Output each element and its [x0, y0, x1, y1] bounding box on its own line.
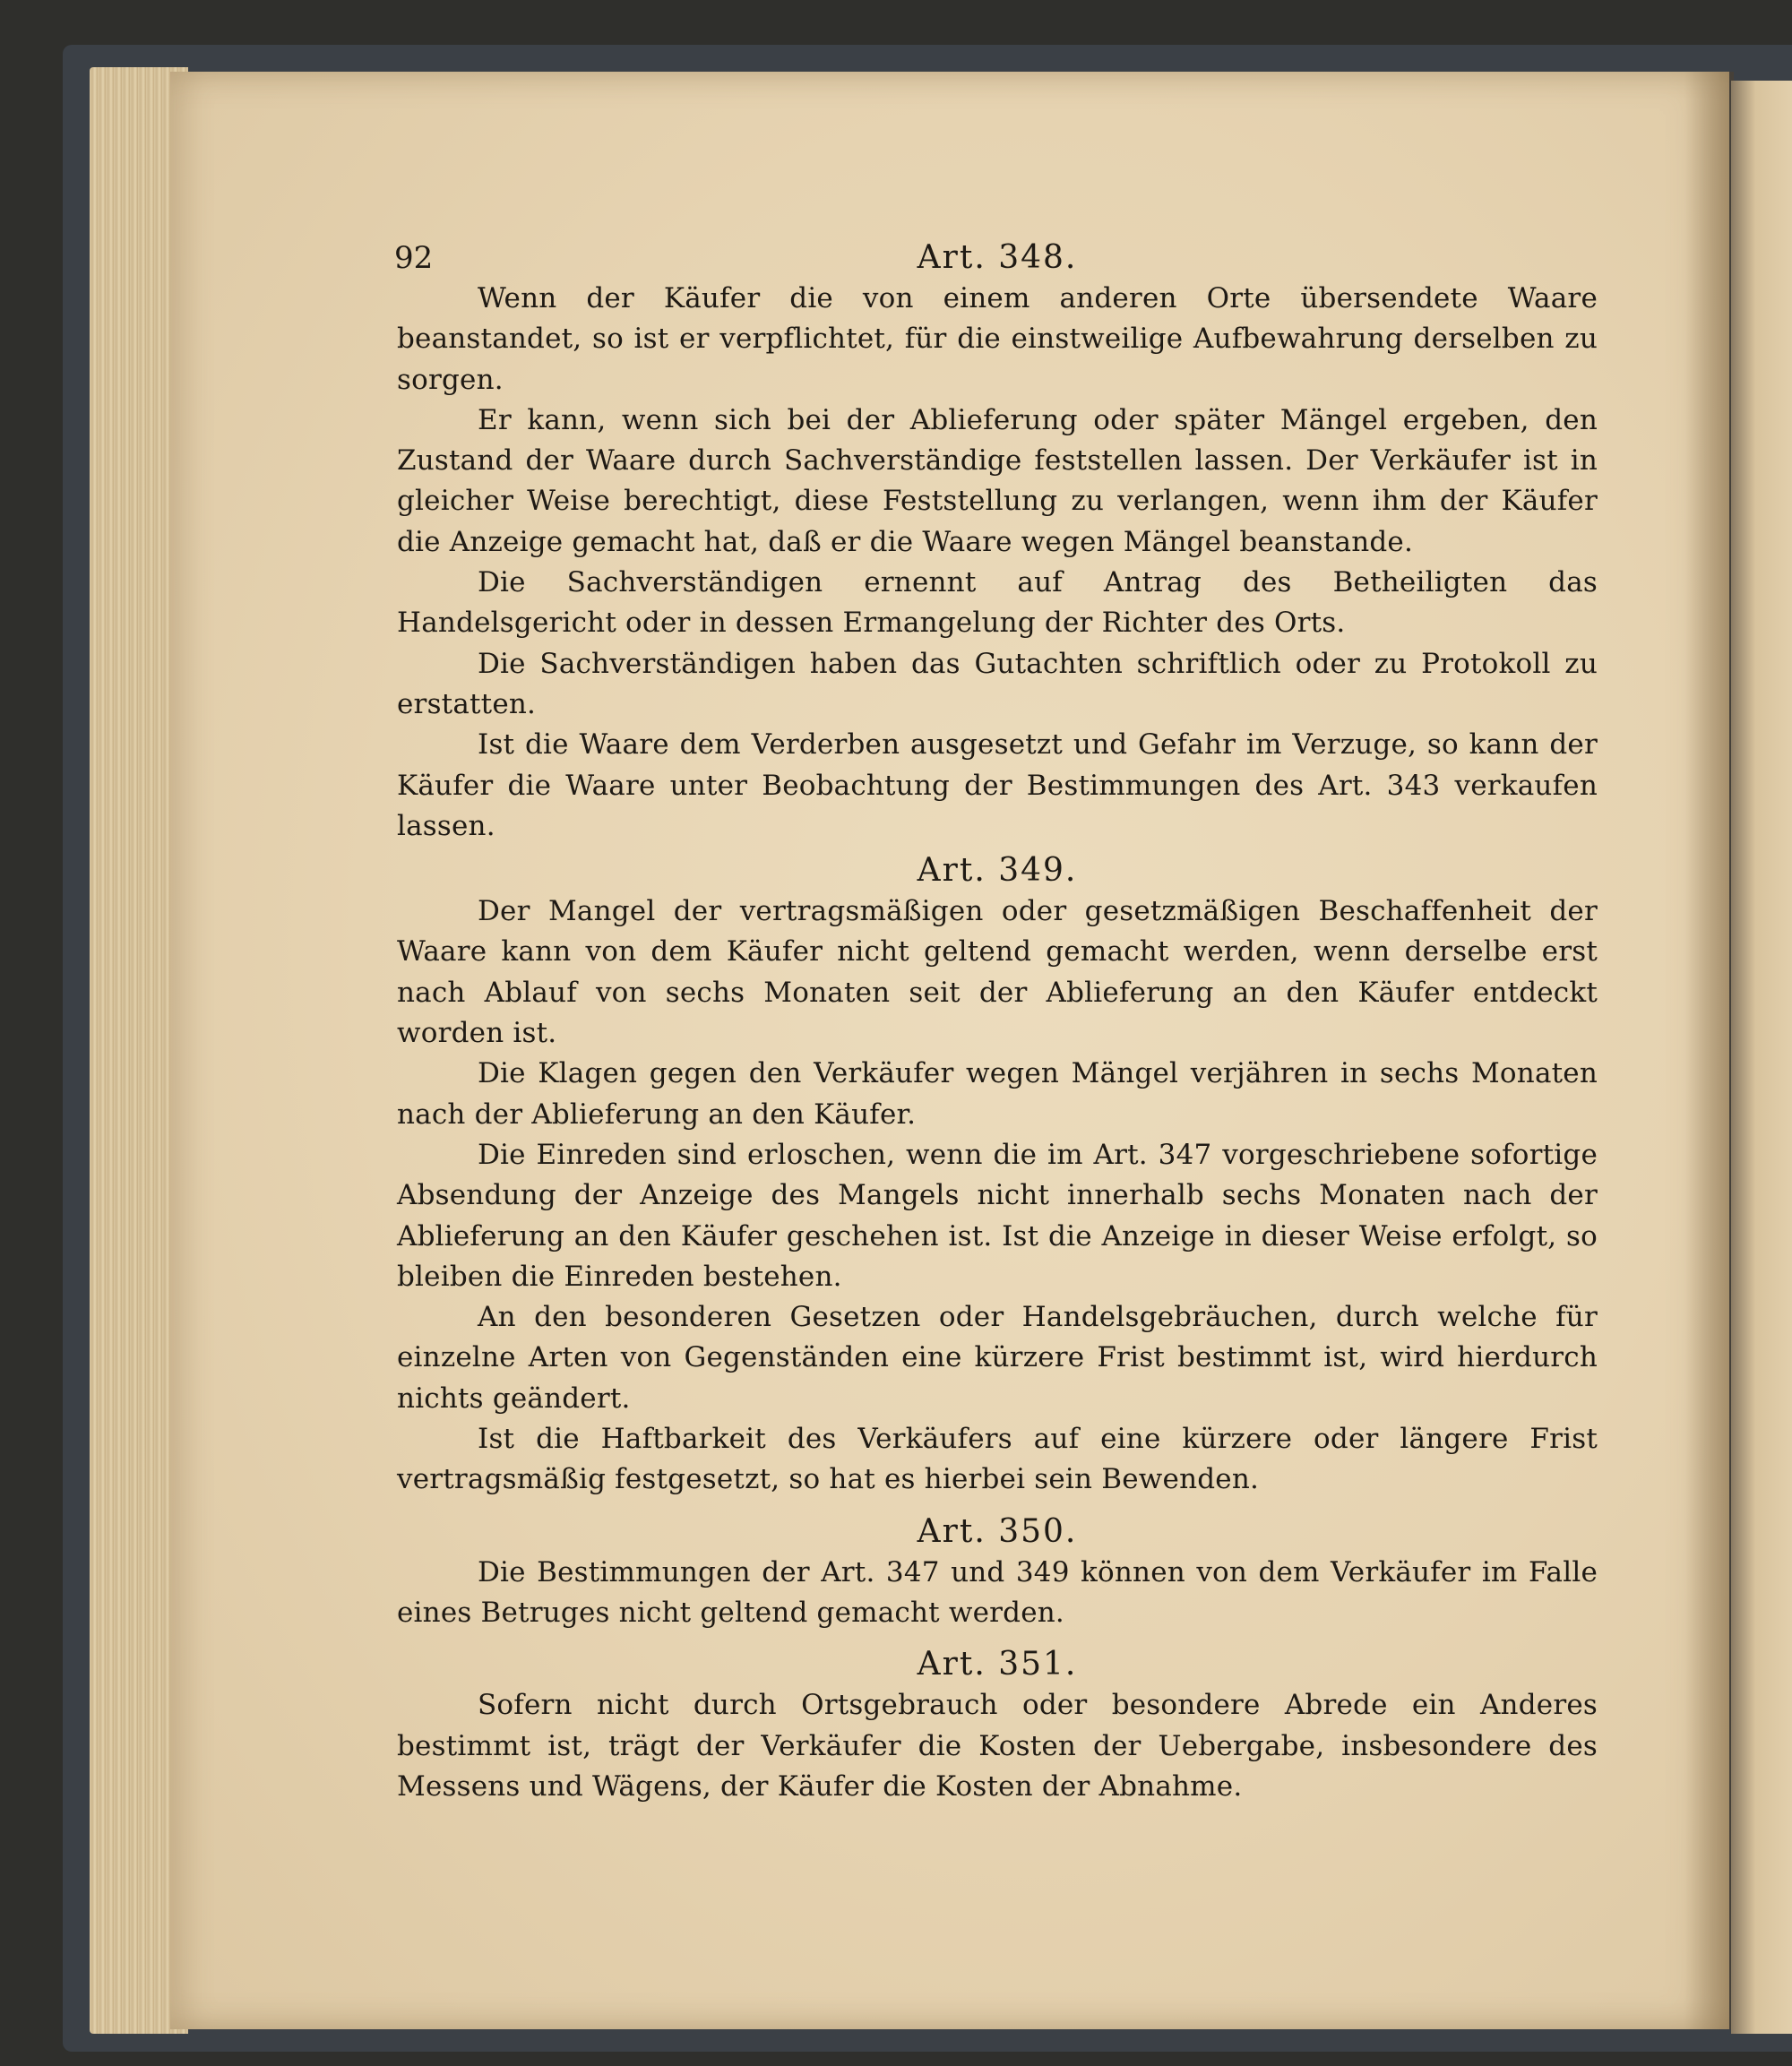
article-351 [397, 1644, 1598, 1807]
paragraph: Sofern nicht durch Ortsgebrauch oder besondere Abrede ein Anderes bestimmt ist, trägt der Verkäufer die Kosten der Uebergabe, insbesondere des Messens und Wägens, der Käufer die Kosten der Abnahme. [397, 1689, 1598, 1803]
paragraph: Die Sachverständigen ernennt auf Antrag des Betheiligten das Handelsgericht oder in dessen Ermangelung der Richter des Orts. [397, 566, 1598, 640]
next-page-edge [1731, 81, 1792, 2034]
article-349 [397, 850, 1598, 1500]
article-heading: Art. 350. [917, 1512, 1078, 1550]
article-heading: Art. 348. [917, 239, 1078, 276]
paragraph: Die Sachverständigen haben das Gutachten schriftlich oder zu Protokoll zu erstatten. [397, 647, 1598, 720]
paragraph: Die Klagen gegen den Verkäufer wegen Mängel verjähren in sechs Monaten nach der Ablieferung an den Käufer. [397, 1057, 1598, 1131]
page-text [397, 237, 1598, 1807]
paragraph: Wenn der Käufer die von einem anderen Orte übersendete Waare beanstandet, so ist er verpflichtet, für die einstweilige Aufbewahrung derselben zu sorgen. [397, 282, 1598, 396]
paragraph: Der Mangel der vertragsmäßigen oder gesetzmäßigen Beschaffenheit der Waare kann von dem Käufer nicht geltend gemacht werden, wenn derselbe erst nach Ablauf von sechs Monaten seit der Ablieferung an den Käufer entdeckt worden ist. [397, 895, 1598, 1050]
paragraph: Er kann, wenn sich bei der Ablieferung oder später Mängel ergeben, den Zustand der Waare durch Sachverständige feststellen lassen. Der Verkäufer ist in gleicher Weise berechtigt, diese Feststellung zu verlangen, wenn ihm der Käufer die Anzeige gemacht hat, daß er die Waare wegen Mängel beanstande. [397, 403, 1598, 558]
article-348 [397, 237, 1598, 847]
page-number: 92 [394, 240, 434, 276]
paragraph: An den besonderen Gesetzen oder Handelsgebräuchen, durch welche für einzelne Arten von Gegenständen eine kürzere Frist bestimmt ist, wird hierdurch nichts geändert. [397, 1301, 1598, 1415]
article-heading: Art. 351. [917, 1646, 1078, 1683]
article-heading: Art. 349. [917, 852, 1078, 890]
article-350 [397, 1511, 1598, 1634]
paragraph: Die Bestimmungen der Art. 347 und 349 können von dem Verkäufer im Falle eines Betruges nicht geltend gemacht werden. [397, 1555, 1598, 1629]
paragraph: Ist die Haftbarkeit des Verkäufers auf eine kürzere oder längere Frist vertragsmäßig festgesetzt, so hat es hierbei sein Bewenden. [397, 1423, 1598, 1496]
gutter-shadow [1684, 72, 1734, 2029]
paragraph: Ist die Waare dem Verderben ausgesetzt und Gefahr im Verzuge, so kann der Käufer die Waare unter Beobachtung der Bestimmungen des Art. 343 verkaufen lassen. [397, 728, 1598, 842]
paragraph: Die Einreden sind erloschen, wenn die im Art. 347 vorgeschriebene sofortige Absendung der Anzeige des Mangels nicht innerhalb sechs Monaten nach der Ablieferung an den Käufer geschehen ist. Ist die Anzeige in dieser Weise erfolgt, so bleiben die Einreden bestehen. [397, 1138, 1598, 1293]
